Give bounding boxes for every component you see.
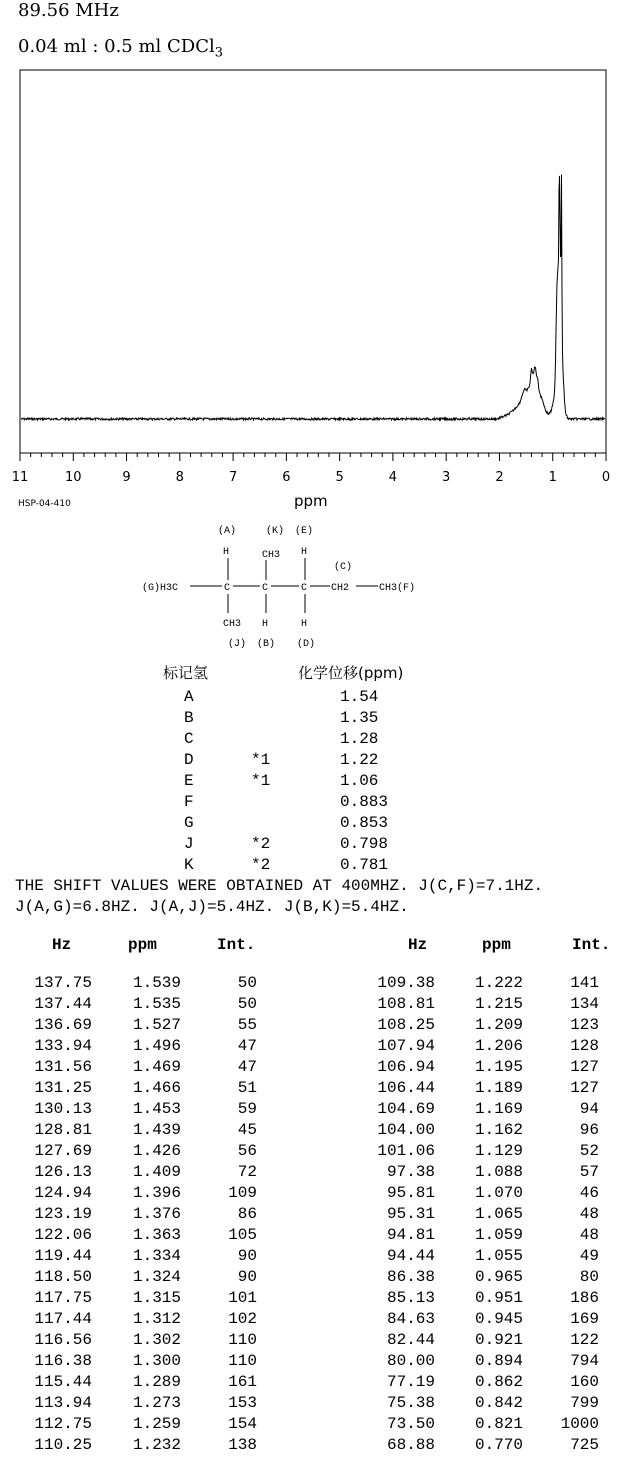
assignment-note: *1 xyxy=(251,751,271,769)
right-peak-ppm: 0.951 xyxy=(474,1289,523,1307)
left-peak-hz: 137.44 xyxy=(34,995,92,1013)
x-tick-label: 11 xyxy=(11,470,29,485)
right-peak-int: 127 xyxy=(570,1058,599,1076)
left-peak-hz: 131.56 xyxy=(34,1058,92,1076)
right-peak-int: 799 xyxy=(570,1394,599,1412)
right-peak-hz: 75.38 xyxy=(386,1394,435,1412)
left-peak-hz: 133.94 xyxy=(34,1037,92,1055)
label-b: (B) xyxy=(257,639,276,650)
right-peak-ppm: 1.206 xyxy=(474,1037,523,1055)
carbon-1: C xyxy=(224,583,231,594)
right-group: CH3(F) xyxy=(379,583,416,594)
left-peak-ppm: 1.539 xyxy=(132,974,181,992)
left-header-ppm: ppm xyxy=(128,936,157,954)
x-tick-label: 4 xyxy=(388,470,398,485)
left-peak-hz: 123.19 xyxy=(34,1205,92,1223)
left-header-hz: Hz xyxy=(52,936,72,954)
assignment-label: D xyxy=(184,751,194,769)
label-k: (K) xyxy=(266,526,285,537)
left-peak-hz: 112.75 xyxy=(34,1415,92,1433)
left-peak-ppm: 1.273 xyxy=(132,1394,181,1412)
left-peak-int: 86 xyxy=(237,1205,257,1223)
h-top-e: H xyxy=(301,547,308,558)
right-peak-ppm: 0.821 xyxy=(474,1415,523,1433)
left-peak-ppm: 1.426 xyxy=(132,1142,181,1160)
left-peak-ppm: 1.302 xyxy=(132,1331,181,1349)
right-peak-hz: 106.44 xyxy=(377,1079,435,1097)
assignment-note: *2 xyxy=(251,856,271,874)
right-peak-ppm: 0.894 xyxy=(474,1352,523,1370)
left-peak-ppm: 1.453 xyxy=(132,1100,181,1118)
carbon-3: C xyxy=(301,583,308,594)
carbon-2: C xyxy=(262,583,269,594)
left-peak-ppm: 1.232 xyxy=(132,1436,181,1454)
left-peak-ppm: 1.439 xyxy=(132,1121,181,1139)
left-peak-hz: 127.69 xyxy=(34,1142,92,1160)
left-peak-ppm: 1.315 xyxy=(132,1289,181,1307)
right-peak-int: 46 xyxy=(579,1184,599,1202)
nmr-spectrum-chart xyxy=(0,0,624,490)
right-peak-int: 48 xyxy=(579,1205,599,1223)
assignment-label: F xyxy=(184,793,194,811)
label-j: (J) xyxy=(228,639,247,650)
spectrum-code: HSP-04-410 xyxy=(18,499,71,509)
right-peak-ppm: 1.222 xyxy=(474,974,523,992)
right-peak-ppm: 1.189 xyxy=(474,1079,523,1097)
shift-notes xyxy=(15,876,543,918)
left-peak-hz: 137.75 xyxy=(34,974,92,992)
ch2-group: CH2 xyxy=(331,583,350,594)
left-header-int: Int. xyxy=(217,936,256,954)
assignment-header-shift: 化学位移(ppm) xyxy=(298,664,404,682)
right-peak-int: 94 xyxy=(579,1100,599,1118)
h-top-a: H xyxy=(223,547,230,558)
left-peak-hz: 118.50 xyxy=(34,1268,92,1286)
right-peak-ppm: 0.770 xyxy=(474,1436,523,1454)
right-peak-hz: 104.00 xyxy=(377,1121,435,1139)
right-peak-hz: 84.63 xyxy=(386,1310,435,1328)
right-peak-hz: 104.69 xyxy=(377,1100,435,1118)
right-peak-ppm: 1.129 xyxy=(474,1142,523,1160)
right-peak-hz: 68.88 xyxy=(386,1436,435,1454)
right-peak-int: 57 xyxy=(579,1163,599,1181)
assignment-label: E xyxy=(184,772,194,790)
left-peak-int: 110 xyxy=(228,1352,257,1370)
left-peak-ppm: 1.312 xyxy=(132,1310,181,1328)
right-peak-ppm: 0.862 xyxy=(474,1373,523,1391)
right-peak-hz: 85.13 xyxy=(386,1289,435,1307)
assignment-shift: 1.28 xyxy=(340,730,379,748)
right-peak-ppm: 1.070 xyxy=(474,1184,523,1202)
x-tick-label: 3 xyxy=(442,470,451,485)
left-peak-int: 110 xyxy=(228,1331,257,1349)
left-peak-ppm: 1.324 xyxy=(132,1268,181,1286)
right-peak-ppm: 1.195 xyxy=(474,1058,523,1076)
assignment-shift: 1.35 xyxy=(340,709,379,727)
left-peak-int: 138 xyxy=(228,1436,257,1454)
left-peak-ppm: 1.363 xyxy=(132,1226,181,1244)
left-peak-hz: 115.44 xyxy=(34,1373,92,1391)
right-peak-hz: 95.81 xyxy=(386,1184,435,1202)
spectrum-trace xyxy=(21,175,605,421)
right-header-ppm: ppm xyxy=(482,936,511,954)
left-peak-hz: 122.06 xyxy=(34,1226,92,1244)
left-peak-int: 109 xyxy=(228,1184,257,1202)
right-peak-ppm: 1.162 xyxy=(474,1121,523,1139)
x-tick-label: 10 xyxy=(64,470,82,485)
left-peak-int: 50 xyxy=(237,995,257,1013)
right-peak-hz: 106.94 xyxy=(377,1058,435,1076)
sample-subscript: 3 xyxy=(214,45,224,61)
right-peak-ppm: 1.169 xyxy=(474,1100,523,1118)
right-peak-hz: 109.38 xyxy=(377,974,435,992)
label-e: (E) xyxy=(295,526,314,537)
left-peak-int: 47 xyxy=(237,1058,257,1076)
left-peak-ppm: 1.527 xyxy=(132,1016,181,1034)
left-peak-hz: 117.44 xyxy=(34,1310,92,1328)
right-peak-ppm: 1.059 xyxy=(474,1226,523,1244)
ch3-bottom: CH3 xyxy=(223,619,242,630)
left-peak-int: 154 xyxy=(228,1415,257,1433)
right-peak-int: 169 xyxy=(570,1310,599,1328)
h-bottom-b: H xyxy=(262,619,269,630)
right-peak-hz: 86.38 xyxy=(386,1268,435,1286)
right-peak-int: 725 xyxy=(570,1436,599,1454)
spectrometer-frequency: 89.56 MHz xyxy=(18,0,119,21)
left-peak-int: 101 xyxy=(228,1289,257,1307)
assignment-label: K xyxy=(184,856,194,874)
right-peak-int: 52 xyxy=(579,1142,599,1160)
left-peak-int: 72 xyxy=(237,1163,257,1181)
x-tick-label: 7 xyxy=(228,470,238,485)
left-peak-hz: 110.25 xyxy=(34,1436,92,1454)
x-axis-tick-labels xyxy=(12,470,610,485)
left-peak-hz: 136.69 xyxy=(34,1016,92,1034)
right-header-hz: Hz xyxy=(408,936,428,954)
right-peak-int: 123 xyxy=(570,1016,599,1034)
right-peak-hz: 80.00 xyxy=(386,1352,435,1370)
left-peak-int: 45 xyxy=(237,1121,257,1139)
right-peak-hz: 94.44 xyxy=(386,1247,435,1265)
right-peak-int: 1000 xyxy=(560,1415,599,1433)
right-peak-ppm: 1.088 xyxy=(474,1163,523,1181)
assignment-label: C xyxy=(184,730,194,748)
ch3-top: CH3 xyxy=(262,550,281,561)
left-peak-hz: 131.25 xyxy=(34,1079,92,1097)
molecule-structure xyxy=(0,518,624,653)
assignment-header-label: 标记氢 xyxy=(163,664,209,682)
assignment-shift: 0.853 xyxy=(340,814,389,832)
left-peak-hz: 119.44 xyxy=(34,1247,92,1265)
right-peak-hz: 95.31 xyxy=(386,1205,435,1223)
right-peak-hz: 108.25 xyxy=(377,1016,435,1034)
assignment-shift: 1.22 xyxy=(340,751,379,769)
right-peak-ppm: 1.215 xyxy=(474,995,523,1013)
right-peak-int: 794 xyxy=(570,1352,599,1370)
x-tick-label: 6 xyxy=(282,470,291,485)
right-peak-int: 141 xyxy=(570,974,599,992)
left-peak-hz: 124.94 xyxy=(34,1184,92,1202)
right-peak-int: 80 xyxy=(579,1268,599,1286)
left-peak-int: 105 xyxy=(228,1226,257,1244)
x-tick-label: 1 xyxy=(548,470,557,485)
left-peak-int: 153 xyxy=(228,1394,257,1412)
x-axis-ticks xyxy=(20,453,606,461)
left-peak-int: 51 xyxy=(237,1079,257,1097)
right-peak-ppm: 1.055 xyxy=(474,1247,523,1265)
x-tick-label: 0 xyxy=(601,470,611,485)
right-peak-int: 160 xyxy=(570,1373,599,1391)
right-peak-int: 48 xyxy=(579,1226,599,1244)
plot-frame xyxy=(20,70,606,453)
left-peak-ppm: 1.535 xyxy=(132,995,181,1013)
right-header-int: Int. xyxy=(572,936,611,954)
right-peak-hz: 82.44 xyxy=(386,1331,435,1349)
left-peak-hz: 116.56 xyxy=(34,1331,92,1349)
right-peak-int: 122 xyxy=(570,1331,599,1349)
assignment-shift: 0.781 xyxy=(340,856,389,874)
assignment-note: *1 xyxy=(251,772,271,790)
right-peak-hz: 97.38 xyxy=(386,1163,435,1181)
right-peak-ppm: 0.842 xyxy=(474,1394,523,1412)
left-peak-ppm: 1.300 xyxy=(132,1352,181,1370)
left-peak-ppm: 1.334 xyxy=(132,1247,181,1265)
right-peak-hz: 77.19 xyxy=(386,1373,435,1391)
left-peak-int: 47 xyxy=(237,1037,257,1055)
left-peak-int: 161 xyxy=(228,1373,257,1391)
right-peak-int: 127 xyxy=(570,1079,599,1097)
left-peak-ppm: 1.466 xyxy=(132,1079,181,1097)
left-peak-hz: 116.38 xyxy=(34,1352,92,1370)
left-peak-int: 55 xyxy=(237,1016,257,1034)
left-peak-int: 90 xyxy=(237,1268,257,1286)
label-d: (D) xyxy=(297,639,316,650)
right-peak-int: 49 xyxy=(579,1247,599,1265)
assignment-shift: 1.06 xyxy=(340,772,379,790)
left-peak-hz: 117.75 xyxy=(34,1289,92,1307)
right-peak-int: 134 xyxy=(570,995,599,1013)
right-peak-ppm: 1.209 xyxy=(474,1016,523,1034)
x-tick-label: 5 xyxy=(335,470,344,485)
right-peak-ppm: 0.965 xyxy=(474,1268,523,1286)
left-peak-int: 50 xyxy=(237,974,257,992)
left-peak-int: 90 xyxy=(237,1247,257,1265)
left-peak-hz: 126.13 xyxy=(34,1163,92,1181)
left-peak-ppm: 1.396 xyxy=(132,1184,181,1202)
assignment-shift: 0.798 xyxy=(340,835,389,853)
right-peak-hz: 107.94 xyxy=(377,1037,435,1055)
left-peak-ppm: 1.496 xyxy=(132,1037,181,1055)
right-peak-ppm: 1.065 xyxy=(474,1205,523,1223)
left-peak-hz: 113.94 xyxy=(34,1394,92,1412)
left-peak-hz: 128.81 xyxy=(34,1121,92,1139)
left-peak-int: 56 xyxy=(237,1142,257,1160)
assignment-label: A xyxy=(184,688,194,706)
left-peak-ppm: 1.469 xyxy=(132,1058,181,1076)
x-tick-label: 2 xyxy=(495,470,504,485)
h-bottom-d: H xyxy=(301,619,308,630)
left-peak-ppm: 1.289 xyxy=(132,1373,181,1391)
assignment-label: J xyxy=(184,835,194,853)
note-line-2: J(A,G)=6.8HZ. J(A,J)=5.4HZ. J(B,K)=5.4HZ. xyxy=(15,898,409,916)
right-peak-hz: 94.81 xyxy=(386,1226,435,1244)
left-group: (G)H3C xyxy=(142,583,179,594)
assignment-shift: 1.54 xyxy=(340,688,379,706)
assignment-label: B xyxy=(184,709,194,727)
label-a: (A) xyxy=(218,526,237,537)
left-peak-int: 59 xyxy=(237,1100,257,1118)
left-peak-ppm: 1.259 xyxy=(132,1415,181,1433)
left-peak-ppm: 1.376 xyxy=(132,1205,181,1223)
right-peak-ppm: 0.945 xyxy=(474,1310,523,1328)
left-peak-hz: 130.13 xyxy=(34,1100,92,1118)
right-peak-hz: 101.06 xyxy=(377,1142,435,1160)
right-peak-int: 128 xyxy=(570,1037,599,1055)
right-peak-int: 186 xyxy=(570,1289,599,1307)
right-peak-int: 96 xyxy=(579,1121,599,1139)
right-peak-hz: 108.81 xyxy=(377,995,435,1013)
left-peak-int: 102 xyxy=(228,1310,257,1328)
note-line-1: THE SHIFT VALUES WERE OBTAINED AT 400MHZ. J(C,F)=7.1HZ. xyxy=(15,877,544,895)
left-peak-ppm: 1.409 xyxy=(132,1163,181,1181)
label-c: (C) xyxy=(334,562,353,573)
assignment-note: *2 xyxy=(251,835,271,853)
right-peak-hz: 73.50 xyxy=(386,1415,435,1433)
assignment-label: G xyxy=(184,814,194,832)
x-tick-label: 8 xyxy=(175,470,184,485)
right-peak-ppm: 0.921 xyxy=(474,1331,523,1349)
x-tick-label: 9 xyxy=(122,470,131,485)
sample-text: 0.04 ml : 0.5 ml CDCl xyxy=(18,36,215,57)
x-axis-label: ppm xyxy=(294,492,328,510)
assignment-shift: 0.883 xyxy=(340,793,389,811)
